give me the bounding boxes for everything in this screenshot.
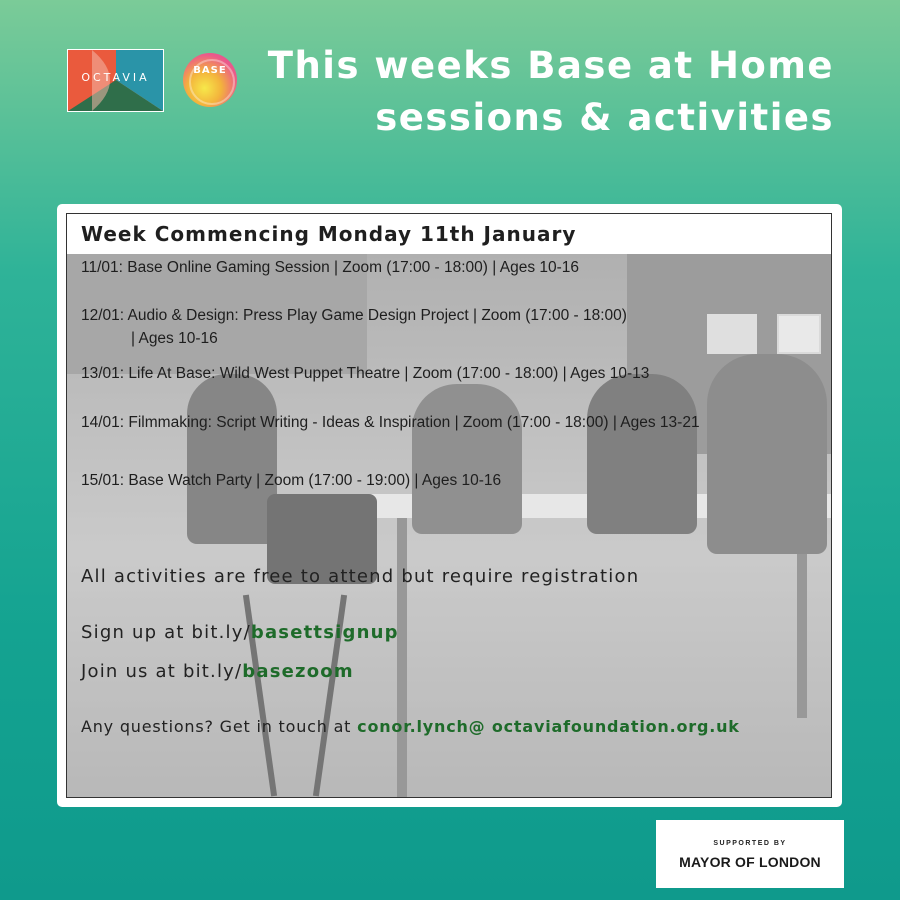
week-heading: Week Commencing Monday 11th January	[81, 222, 577, 246]
session-text: 13/01: Life At Base: Wild West Puppet Theatre | Zoom (17:00 - 18:00) | Ages 10-13	[81, 365, 650, 382]
session-text: 11/01: Base Online Gaming Session | Zoom (17:00 - 18:00) | Ages 10-16	[81, 259, 580, 276]
session-text: 15/01: Base Watch Party | Zoom (17:00 - 19:00) | Ages 10-16	[81, 472, 502, 489]
week-heading-bar	[67, 214, 831, 254]
headline	[268, 40, 834, 144]
session-item	[81, 362, 821, 385]
schedule-card-frame	[66, 213, 832, 798]
base-logo	[183, 53, 237, 107]
mayor-of-london-badge	[656, 820, 844, 888]
signup-line	[81, 622, 399, 643]
signup-link[interactable]: basettsignup	[250, 622, 399, 643]
session-continuation: | Ages 10-16	[131, 330, 218, 347]
join-prefix: Join us at bit.ly/	[81, 661, 243, 682]
session-item	[81, 256, 821, 279]
join-line	[81, 661, 354, 682]
questions-prefix: Any questions? Get in touch at	[81, 717, 358, 736]
headline-line-2: sessions & activities	[375, 96, 834, 139]
base-logo-text: BASE	[193, 65, 227, 76]
octavia-logo	[67, 49, 164, 112]
session-item	[81, 411, 821, 434]
octavia-logo-text: OCTAVIA	[81, 71, 150, 84]
questions-line	[81, 717, 740, 736]
headline-line-1: This weeks Base at Home	[267, 44, 834, 87]
session-item	[81, 469, 821, 492]
registration-note: All activities are free to attend but require registration	[81, 566, 640, 587]
contact-email-link[interactable]: conor.lynch@ octaviafoundation.org.uk	[357, 717, 740, 736]
session-text: 14/01: Filmmaking: Script Writing - Ideas & Inspiration | Zoom (17:00 - 18:00) | Ages 13-21	[81, 414, 700, 431]
supported-by-label: SUPPORTED BY	[713, 840, 787, 847]
schedule-card	[57, 204, 842, 807]
signup-prefix: Sign up at bit.ly/	[81, 622, 251, 643]
zoom-link[interactable]: basezoom	[242, 661, 354, 682]
mayor-of-london-label: MAYOR OF LONDON	[679, 854, 821, 870]
session-item	[81, 304, 821, 350]
session-text: 12/01: Audio & Design: Press Play Game Design Project | Zoom (17:00 - 18:00)	[81, 307, 627, 324]
